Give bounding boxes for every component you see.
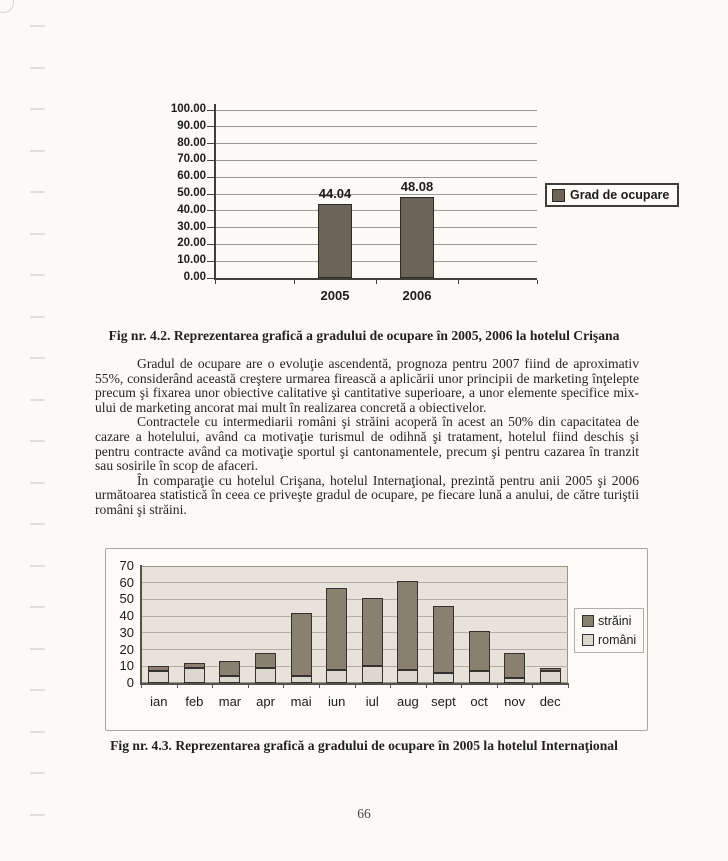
x-month-label: mai [290, 694, 312, 709]
edge-mark [30, 25, 45, 27]
bar-sept-români [433, 673, 454, 683]
bar-oct-străini [469, 631, 490, 671]
bar-iul-străini [362, 598, 383, 667]
x-tick-mark [568, 685, 569, 688]
fig43-chart [105, 548, 648, 731]
x-tick-mark [532, 685, 533, 688]
bar-ian-români [148, 671, 169, 683]
bar-mar-străini [219, 661, 240, 676]
x-category-label: 2005 [320, 288, 350, 303]
y-tick-label: 10.00 [177, 254, 206, 267]
bar-value-label: 44.04 [318, 186, 352, 201]
edge-mark [30, 606, 45, 608]
fig42-legend [545, 183, 679, 207]
legend-label-grad-de-ocupare: Grad de ocupare [570, 188, 670, 202]
y-gridline [215, 143, 537, 144]
edge-mark [30, 772, 45, 774]
edge-mark [30, 399, 45, 401]
bar-nov-români [504, 678, 525, 683]
y-gridline [215, 210, 537, 211]
x-tick-mark [319, 685, 320, 688]
paragraph-2: Contractele cu intermediarii români şi străini acoperă în acest an 50% din capacitatea de cazare a hotelului, având ca motivaţie turismul de odihnă şi tratament, hotelul fiind deschis şi pentru contracte având ca motivaţie sportul şi cantonamentele, precum şi pentru cazarea în tranzit sau sosirile în scop de afaceri. [95, 414, 639, 474]
y-axis-line [140, 565, 142, 684]
legend-entry-romani [582, 633, 636, 647]
edge-mark [30, 274, 45, 276]
edge-mark [30, 108, 45, 110]
y-tick-label: 50.00 [177, 187, 206, 199]
bar-iul-români [362, 666, 383, 683]
edge-mark [30, 233, 45, 235]
x-tick-mark [294, 280, 295, 284]
y-gridline [215, 261, 537, 262]
y-tick-label: 100.00 [170, 103, 206, 115]
y-tick-label: 40.00 [177, 203, 206, 216]
edge-mark [30, 689, 45, 691]
y-gridline [141, 616, 568, 617]
bar-ian-străini [148, 666, 169, 671]
x-month-label: oct [470, 694, 488, 709]
edge-mark [30, 731, 45, 733]
y-tick-label: 20.00 [177, 237, 206, 250]
y-tick-label: 70.00 [177, 153, 206, 166]
legend-swatch-romani [582, 634, 594, 646]
y-tick-label: 70 [119, 558, 134, 573]
y-gridline [215, 110, 537, 111]
bar-mar-români [219, 676, 240, 683]
page-number: 66 [357, 806, 371, 821]
bar-aug-români [397, 670, 418, 683]
bar-nov-străini [504, 653, 525, 678]
bar-feb-străini [184, 663, 205, 668]
x-tick-mark [283, 685, 284, 688]
x-month-label: iul [365, 694, 379, 709]
legend-label-straini: străini [598, 614, 632, 628]
y-tick-label: 50 [119, 591, 134, 607]
bar-dec-străini [540, 668, 561, 671]
x-tick-mark [497, 685, 498, 688]
y-tick-label: 10 [119, 658, 134, 674]
x-tick-mark [215, 280, 216, 284]
x-tick-mark [376, 280, 377, 284]
bar-aug-străini [397, 581, 418, 670]
x-tick-mark [537, 280, 538, 284]
y-gridline [215, 160, 537, 161]
y-gridline [215, 177, 537, 178]
bar-mai-străini [291, 613, 312, 677]
y-tick-label: 60.00 [177, 170, 206, 183]
legend-swatch-straini [582, 615, 594, 627]
x-month-label: dec [539, 694, 561, 709]
edge-mark [30, 440, 45, 442]
y-tick-label: 0 [126, 675, 134, 690]
bar-apr-străini [255, 653, 276, 668]
legend-label-romani: români [598, 633, 637, 647]
edge-mark [30, 316, 45, 318]
edge-mark [30, 523, 45, 525]
y-tick-label: 30.00 [177, 220, 206, 233]
y-gridline [141, 649, 568, 650]
edge-mark [30, 150, 45, 152]
x-tick-mark [461, 685, 462, 688]
fig43-legend [574, 608, 644, 653]
x-tick-mark [355, 685, 356, 688]
fig42-caption: Fig nr. 4.2. Reprezentarea grafică a gradului de ocupare în 2005, 2006 la hotelul Crişana [108, 328, 620, 343]
x-month-label: iun [328, 694, 346, 709]
x-month-label: sept [431, 694, 456, 709]
x-tick-mark [458, 280, 459, 284]
x-tick-mark [390, 685, 391, 688]
y-gridline [141, 582, 568, 583]
legend-swatch-grad-de-ocupare [552, 189, 565, 202]
y-tick-label: 90.00 [177, 119, 206, 132]
x-tick-mark [426, 685, 427, 688]
y-gridline [215, 227, 537, 228]
y-tick-label: 40 [119, 608, 134, 624]
bar-iun-români [326, 670, 347, 683]
fig43-caption: Fig nr. 4.3. Reprezentarea grafică a gradului de ocupare în 2005 la hotelul Internaţional [110, 738, 618, 753]
x-month-label: feb [185, 694, 204, 709]
bar-feb-români [184, 668, 205, 683]
x-month-label: aug [397, 694, 419, 709]
paragraph-3: În comparaţie cu hotelul Crişana, hotelul Internaţional, prezintă pentru anii 2005 şi 2006 următoarea statistică în ceea ce priveşte gradul de ocupare, pe fiecare lună a anului, de către turiştii români şi străini. [95, 472, 639, 517]
y-gridline [141, 632, 568, 633]
x-month-label: nov [504, 694, 526, 709]
edge-mark [30, 565, 45, 567]
bar-mai-români [291, 676, 312, 683]
body-text [95, 357, 639, 518]
bar-sept-străini [433, 606, 454, 673]
bar-2005 [318, 204, 352, 278]
x-month-label: mar [218, 694, 242, 709]
y-axis-line [214, 104, 216, 279]
y-gridline [141, 599, 568, 600]
x-month-label: ian [150, 694, 168, 709]
x-month-label: apr [256, 694, 275, 709]
bar-oct-români [469, 671, 490, 683]
y-tick-label: 80.00 [177, 136, 206, 149]
paragraph-1: Gradul de ocupare are o evoluţie ascendentă, prognoza pentru 2007 fiind de aproximativ 55%, considerând această creştere urmarea firească a aplicării unor principii de marketing înţelepte precum şi fixarea unor obiective calitative şi cantitative superioare, a unor elemente specifice mix-ului de marketing ancorat mai mult în realizarea concretă a obiectivelor. [95, 356, 639, 415]
x-tick-mark [248, 685, 249, 688]
bar-value-label: 48.08 [400, 179, 434, 195]
edge-mark [30, 648, 45, 650]
edge-mark [30, 482, 45, 484]
y-tick-label: 0.00 [183, 271, 206, 283]
y-gridline [215, 244, 537, 245]
x-category-label: 2006 [402, 288, 432, 303]
y-tick-label: 60 [119, 574, 134, 590]
x-tick-mark [141, 685, 142, 688]
fig42-chart [140, 95, 700, 310]
edge-mark [30, 67, 45, 69]
y-tick-label: 30 [119, 624, 134, 640]
bar-apr-români [255, 668, 276, 683]
y-tick-label: 20 [119, 641, 134, 657]
y-gridline [215, 126, 537, 127]
x-tick-mark [212, 685, 213, 688]
edge-mark [30, 357, 45, 359]
legend-entry-straini [582, 614, 636, 628]
edge-mark [30, 191, 45, 193]
bar-2006 [400, 197, 434, 278]
bar-dec-români [540, 671, 561, 683]
x-tick-mark [177, 685, 178, 688]
punch-hole-mark [0, 0, 14, 13]
bar-iun-străini [326, 588, 347, 670]
